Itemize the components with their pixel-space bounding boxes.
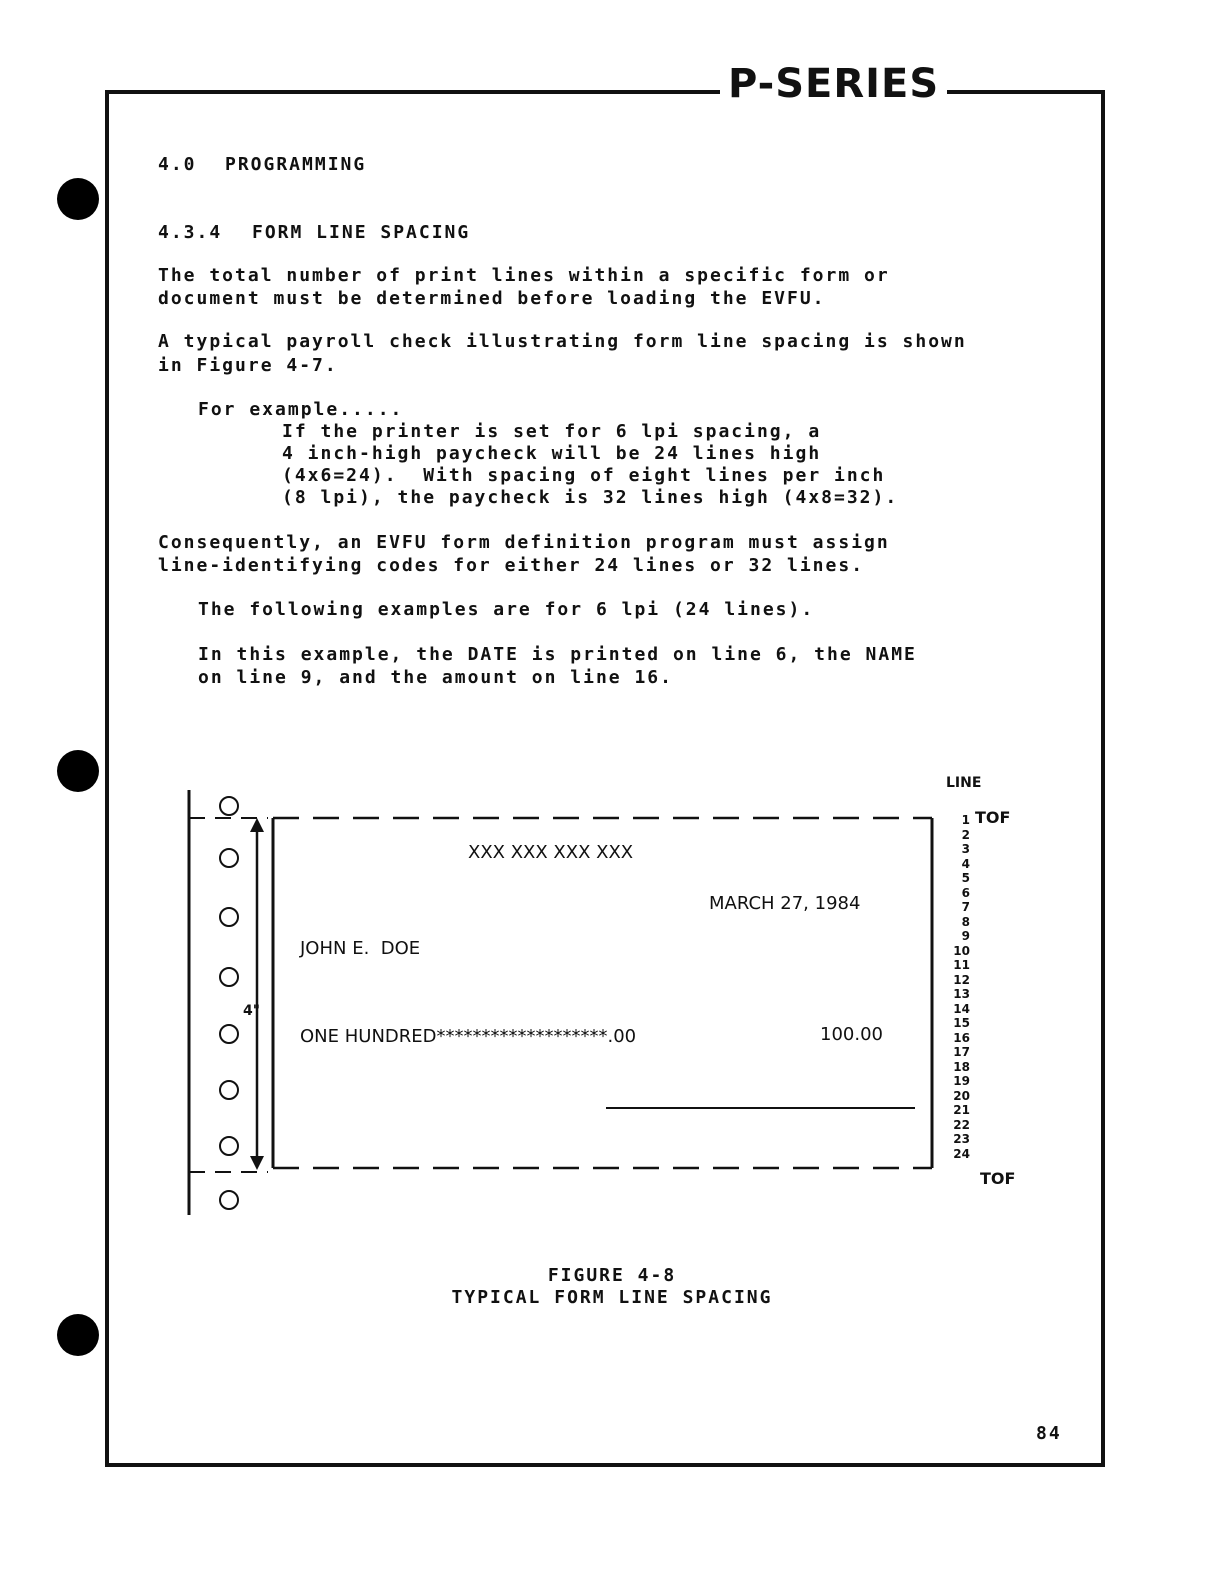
paragraph-line: A typical payroll check illustrating form line spacing is shown <box>158 331 967 352</box>
line-number: 9 <box>961 929 970 943</box>
line-number: 24 <box>953 1146 970 1161</box>
check-amount-words: ONE HUNDRED*******************.00 <box>300 1026 637 1047</box>
line-number: 10 <box>953 943 970 958</box>
line-number: 13 <box>953 987 970 1001</box>
figure-caption-number: FIGURE 4-8 <box>547 1265 677 1286</box>
line-number: 16 <box>953 1030 970 1045</box>
line-number: 20 <box>953 1088 970 1103</box>
paragraph-line: In this example, the DATE is printed on line 6, the NAME <box>198 644 917 665</box>
check-date: MARCH 27, 1984 <box>709 893 861 914</box>
check-number: XXX XXX XXX XXX <box>468 842 634 863</box>
figure-caption-title: TYPICAL FORM LINE SPACING <box>451 1287 773 1308</box>
line-number: 18 <box>953 1059 970 1074</box>
line-column-header: LINE <box>946 775 982 791</box>
sprocket-hole <box>219 1080 239 1100</box>
paragraph-line: The total number of print lines within a specific form or <box>158 265 890 286</box>
line-number: 23 <box>953 1132 970 1146</box>
sprocket-hole <box>219 967 239 987</box>
line-number: 19 <box>953 1074 970 1088</box>
line-number: 2 <box>961 827 970 842</box>
example-line: (8 lpi), the paycheck is 32 lines high (4x8=32). <box>282 487 899 508</box>
tof-label-bottom: TOF <box>980 1169 1016 1188</box>
line-number: 11 <box>953 958 970 972</box>
sprocket-hole <box>219 1136 239 1156</box>
sprocket-hole <box>219 907 239 927</box>
line-number: 21 <box>953 1103 970 1117</box>
check-amount: 100.00 <box>820 1024 883 1045</box>
line-number: 5 <box>961 871 970 885</box>
line-number: 3 <box>961 842 970 856</box>
example-line: 4 inch-high paycheck will be 24 lines high <box>282 443 822 464</box>
height-label: 4" <box>243 1003 261 1019</box>
example-intro: For example..... <box>198 399 404 420</box>
paragraph-line: The following examples are for 6 lpi (24 lines). <box>198 599 815 620</box>
paragraph-line: in Figure 4-7. <box>158 355 338 376</box>
section-title: PROGRAMMING <box>225 154 367 175</box>
subsection-number: 4.3.4 <box>158 222 223 243</box>
line-number: 22 <box>953 1117 970 1132</box>
line-number: 1 <box>961 813 970 827</box>
paragraph-line: Consequently, an EVFU form definition program must assign <box>158 532 890 553</box>
line-number: 7 <box>961 900 970 914</box>
paragraph-line: line-identifying codes for either 24 lines or 32 lines. <box>158 555 865 576</box>
brand-header: P-SERIES <box>720 58 947 110</box>
line-number: 4 <box>961 856 970 871</box>
line-number-list <box>950 813 970 1161</box>
sprocket-hole <box>219 1190 239 1210</box>
line-number: 17 <box>953 1045 970 1059</box>
line-number: 6 <box>961 885 970 900</box>
tof-label-top: TOF <box>975 808 1011 827</box>
line-number: 14 <box>953 1001 970 1016</box>
line-number: 15 <box>953 1016 970 1030</box>
page-number: 84 <box>1036 1423 1062 1444</box>
line-number: 12 <box>953 972 970 987</box>
line-number: 8 <box>961 914 970 929</box>
example-line: (4x6=24). With spacing of eight lines per inch <box>282 465 886 486</box>
paragraph-line: document must be determined before loading the EVFU. <box>158 288 826 309</box>
section-number: 4.0 <box>158 154 197 175</box>
example-line: If the printer is set for 6 lpi spacing, a <box>282 421 822 442</box>
sprocket-hole <box>219 848 239 868</box>
sprocket-hole <box>219 796 239 816</box>
check-name: JOHN E. DOE <box>300 938 421 959</box>
paragraph-line: on line 9, and the amount on line 16. <box>198 667 673 688</box>
sprocket-hole <box>219 1024 239 1044</box>
subsection-title: FORM LINE SPACING <box>252 222 471 243</box>
